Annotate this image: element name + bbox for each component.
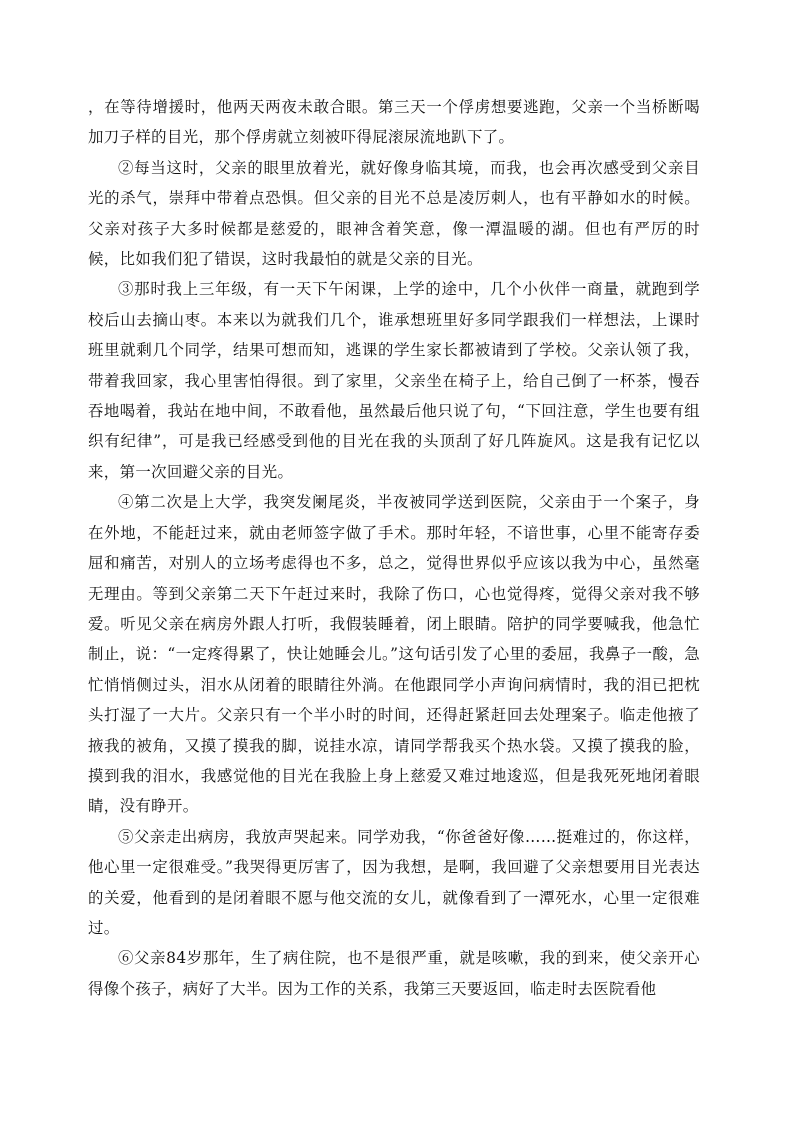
paragraph-6: ⑥父亲84岁那年，生了病住院，也不是很严重，就是咳嗽，我的到来，使父亲开心得像个孩子，病好了大半。因为工作的关系，我第三天要返回，临走时去医院看他 [88, 949, 700, 998]
paragraph-2: ②每当这时，父亲的眼里放着光，就好像身临其境，而我，也会再次感受到父亲目光的杀气，崇拜中带着点恐惧。但父亲的目光不总是凌厉刺人，也有平静如水的时候。父亲对孩子大多时候都是慈爱的，眼神含着笑意，像一潭温暖的湖。但也有严厉的时候，比如我们犯了错误，这时我最怕的就是父亲的目光。 [88, 158, 700, 269]
paragraph-continuation: ，在等待增援时，他两天两夜未敢合眼。第三天一个俘虏想要逃跑，父亲一个当桥断喝加刀子样的目光，那个俘虏就立刻被吓得屁滚尿流地趴下了。 [88, 98, 700, 147]
paragraph-3: ③那时我上三年级，有一天下午闲课，上学的途中，几个小伙伴一商量，就跑到学校后山去摘山枣。本来以为就我们几个，谁承想班里好多同学跟我们一样想法，上课时班里就剩几个同学，结果可想而知，逃课的学生家长都被请到了学校。父亲认领了我，带着我回家，我心里害怕得很。到了家里，父亲坐在椅子上，给自己倒了一杯茶，慢吞吞地喝着，我站在地中间，不敢看他，虽然最后他只说了句，“下回注意，学生也要有组织有纪律”，可是我已经感受到他的目光在我的头顶刮了好几阵旋风。这是我有记忆以来，第一次回避父亲的目光。 [88, 280, 700, 481]
article-body [88, 92, 700, 1004]
paragraph-5: ⑤父亲走出病房，我放声哭起来。同学劝我，“你爸爸好像……挺难过的，你这样，他心里一定很难受。”我哭得更厉害了，因为我想，是啊，我回避了父亲想要用目光表达的关爱，他看到的是闭着眼不愿与他交流的女儿，就像看到了一潭死水，心里一定很难过。 [88, 827, 700, 937]
paragraph-4: ④第二次是上大学，我突发阑尾炎，半夜被同学送到医院，父亲由于一个案子，身在外地，不能赶过来，就由老师签字做了手术。那时年轻，不谙世事，心里不能寄存委屈和痛苦，对别人的立场考虑得也不多，总之，觉得世界似乎应该以我为中心，虽然毫无理由。等到父亲第二天下午赶过来时，我除了伤口，心也觉得疼，觉得父亲对我不够爱。听见父亲在病房外跟人打听，我假装睡着，闭上眼睛。陪护的同学要喊我，他急忙制止，说：“一定疼得累了，快让她睡会儿。”这句话引发了心里的委屈，我鼻子一酸，急忙悄悄侧过头，泪水从闭着的眼睛往外淌。在他跟同学小声询问病情时，我的泪已把枕头打湿了一大片。父亲只有一个半小时的时间，还得赶紧赶回去处理案子。临走他掖了掖我的被角，又摸了摸我的脚，说挂水凉，请同学帮我买个热水袋。又摸了摸我的脸，摸到我的泪水，我感觉他的目光在我脸上身上慈爱又难过地逡巡，但是我死死地闭着眼睛，没有睁开。 [88, 493, 700, 816]
